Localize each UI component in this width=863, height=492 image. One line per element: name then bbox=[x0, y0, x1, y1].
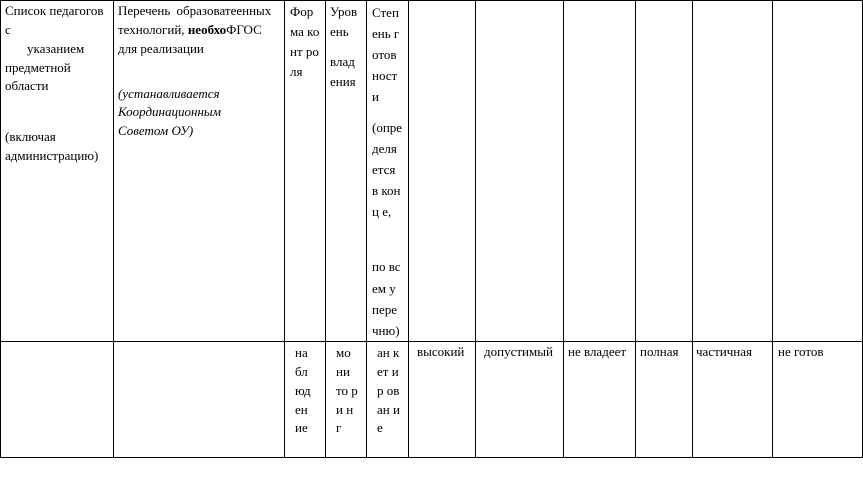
table-row bbox=[1, 342, 863, 458]
body-cell-not-proficient bbox=[564, 342, 636, 458]
header-tech-italic2: Координационным bbox=[118, 104, 221, 120]
header-teachers-line6: администрацию) bbox=[5, 148, 99, 164]
header-tech-line2 bbox=[118, 21, 281, 40]
header-cell-empty-10 bbox=[693, 1, 773, 342]
body-high-text: высокий bbox=[417, 344, 465, 359]
header-teachers-line3: предметной bbox=[5, 59, 71, 75]
body-cell-monitoring bbox=[326, 342, 367, 458]
header-tech-italic1: (устанавливается bbox=[118, 85, 220, 101]
body-cell-empty-1 bbox=[1, 342, 114, 458]
header-cell-readiness bbox=[367, 1, 409, 342]
body-cell-acceptable bbox=[476, 342, 564, 458]
body-cell-not-ready bbox=[773, 342, 863, 458]
header-control-form-text: Фор ма конт роля bbox=[290, 4, 320, 80]
header-readiness-line2: (опре деля ется в конц е, bbox=[372, 120, 403, 220]
header-mastery-line1: Уров ень bbox=[330, 4, 358, 40]
body-survey-text: ан кет ир ов ан ие bbox=[377, 345, 400, 436]
header-teachers-line5: (включая bbox=[5, 129, 56, 145]
body-cell-partial bbox=[693, 342, 773, 458]
header-readiness-line3: по всем у пере чню) bbox=[372, 259, 401, 338]
header-cell-empty-6 bbox=[409, 1, 476, 342]
header-tech-line1: Перечень образоватеенных bbox=[118, 3, 272, 18]
body-full-text: полная bbox=[640, 344, 679, 359]
header-cell-control-form bbox=[285, 1, 326, 342]
header-cell-teachers bbox=[1, 1, 114, 342]
body-cell-observation bbox=[285, 342, 326, 458]
header-tech-line2-end: ФГОС bbox=[226, 21, 262, 37]
header-tech-line2-start: технологий, bbox=[118, 21, 188, 37]
header-readiness-line1: Степ ень готов ност и bbox=[372, 5, 400, 105]
body-observation-text: на бл юд ен ие bbox=[295, 345, 311, 436]
body-monitoring-text: мо ни то ри нг bbox=[336, 345, 358, 436]
body-not-proficient-text: не владеет bbox=[568, 344, 627, 359]
header-teachers-line2: указанием bbox=[27, 40, 85, 56]
body-cell-high bbox=[409, 342, 476, 458]
header-cell-empty-11 bbox=[773, 1, 863, 342]
header-cell-mastery-level bbox=[326, 1, 367, 342]
header-mastery-line2: влад ения bbox=[330, 54, 356, 90]
table-header-row bbox=[1, 1, 863, 342]
header-cell-empty-9 bbox=[636, 1, 693, 342]
body-cell-survey bbox=[367, 342, 409, 458]
header-tech-line3: для реализации bbox=[118, 40, 204, 56]
header-tech-italic3: Советом ОУ) bbox=[118, 123, 194, 139]
header-teachers-line1: Список педагогов с bbox=[5, 3, 104, 37]
header-cell-technologies bbox=[114, 1, 285, 342]
body-partial-text: частичная bbox=[696, 344, 752, 359]
body-cell-empty-2 bbox=[114, 342, 285, 458]
body-acceptable-text: допустимый bbox=[484, 344, 553, 359]
body-not-ready-text: не готов bbox=[778, 344, 824, 359]
body-cell-full bbox=[636, 342, 693, 458]
header-teachers-line4: области bbox=[5, 78, 49, 94]
header-cell-empty-7 bbox=[476, 1, 564, 342]
header-tech-line2-bold: необхо bbox=[187, 21, 227, 37]
header-cell-empty-8 bbox=[564, 1, 636, 342]
